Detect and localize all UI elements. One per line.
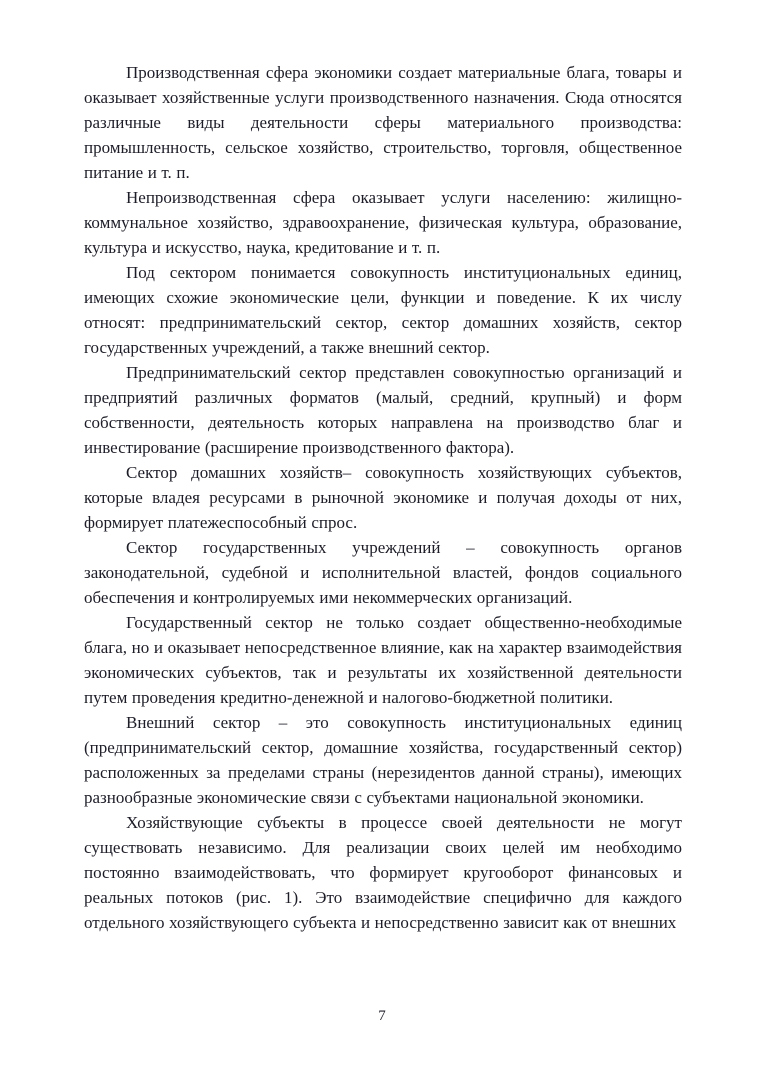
paragraph: Государственный сектор не только создает общественно-необходимые блага, но и оказывает непосредственное влияние, как на характер взаимодействия экономических субъектов, так и результаты их хозяйственной деятельности путем проведения кредитно-денежной и налогово-бюджетной политики. (84, 613, 682, 707)
paragraph: Внешний сектор – это совокупность институциональных единиц (предпринимательский сектор, домашние хозяйства, государственный сектор) расположенных за пределами страны (нерезидентов данной страны), имеющих разнообразные экономические связи с субъектами национальной экономики. (84, 713, 682, 807)
page-number: 7 (378, 1008, 386, 1024)
paragraph: Хозяйствующие субъекты в процессе своей деятельности не могут существовать независимо. Для реализации своих целей им необходимо постоянно взаимодействовать, что формирует кругооборот финансовых и реальных потоков (рис. 1). Это взаимодействие специфично для каждого отдельного хозяйствующего субъекта и непосредственно зависит как от внешних (84, 813, 682, 932)
paragraph: Предпринимательский сектор представлен совокупностью организаций и предприятий различных форматов (малый, средний, крупный) и форм собственности, деятельность которых направлена на производство благ и инвестирование (расширение производственного фактора). (84, 363, 682, 457)
body-text (84, 60, 682, 935)
paragraph: Непроизводственная сфера оказывает услуги населению: жилищно-коммунальное хозяйство, здравоохранение, физическая культура, образование, культура и искусство, наука, кредитование и т. п. (84, 188, 682, 257)
paragraph: Сектор государственных учреждений – совокупность органов законодательной, судебной и исполнительной властей, фондов социального обеспечения и контролируемых ими некоммерческих организаций. (84, 538, 682, 607)
paragraph: Сектор домашних хозяйств– совокупность хозяйствующих субъектов, которые владея ресурсами в рыночной экономике и получая доходы от них, формирует платежеспособный спрос. (84, 463, 682, 532)
paragraph: Под сектором понимается совокупность институциональных единиц, имеющих схожие экономические цели, функции и поведение. К их числу относят: предпринимательский сектор, сектор домашних хозяйств, сектор государственных учреждений, а также внешний сектор. (84, 263, 682, 357)
paragraph: Производственная сфера экономики создает материальные блага, товары и оказывает хозяйственные услуги производственного назначения. Сюда относятся различные виды деятельности сферы материального производства: промышленность, сельское хозяйство, строительство, торговля, общественное питание и т. п. (84, 63, 682, 182)
